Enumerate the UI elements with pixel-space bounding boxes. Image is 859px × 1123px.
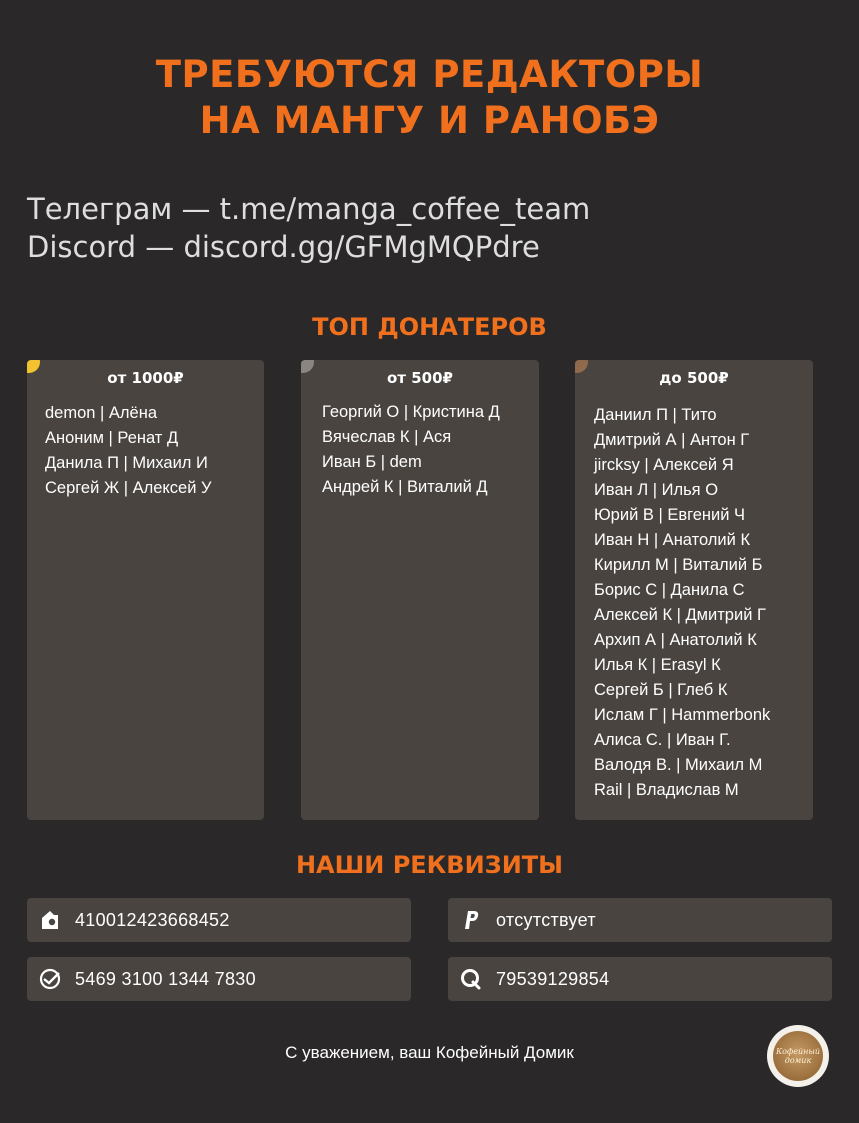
donor-row: jircksy | Алексей Я (594, 456, 734, 474)
donors-column-under-500 (575, 360, 813, 820)
footer-signature: С уважением, ваш Кофейный Домик (285, 1043, 574, 1062)
donor-row: Иван Б | dem (322, 453, 422, 471)
telegram-link[interactable]: Телеграм — t.me/manga_coffee_team (27, 192, 591, 226)
donor-row: Валодя В. | Михаил М (594, 756, 763, 774)
column-title: от 500₽ (387, 369, 453, 387)
qiwi-icon (460, 968, 482, 990)
requisite-value: 410012423668452 (75, 909, 230, 930)
donor-row: Андрей К | Виталий Д (322, 478, 488, 496)
donor-row: Данила П | Михаил И (45, 454, 208, 472)
donor-row: Архип А | Анатолий К (594, 631, 757, 649)
donor-row: Алексей К | Дмитрий Г (594, 606, 766, 624)
yoomoney-wallet-icon (39, 909, 61, 931)
donor-row: Ислам Г | Hammerbonk (594, 706, 771, 724)
requisite-sberbank[interactable] (27, 957, 411, 1001)
donor-row: demon | Алёна (45, 404, 158, 422)
donor-row: Георгий О | Кристина Д (322, 403, 500, 421)
donor-row: Сергей Ж | Алексей У (45, 479, 212, 497)
donor-row: Вячеслав К | Ася (322, 428, 452, 446)
donor-row: Илья К | Erasyl К (594, 656, 721, 674)
paypal-icon (460, 909, 482, 931)
donors-column-1000 (27, 360, 264, 820)
column-title: от 1000₽ (107, 369, 184, 387)
coffee-house-logo (767, 1025, 829, 1087)
donor-row: Алиса С. | Иван Г. (594, 731, 731, 749)
requisite-value: отсутствует (496, 909, 596, 930)
donors-column-500 (301, 360, 539, 820)
requisite-qiwi[interactable] (448, 957, 832, 1001)
sberbank-icon (39, 968, 61, 990)
donor-row: Сергей Б | Глеб К (594, 681, 728, 699)
donor-row: Юрий В | Евгений Ч (594, 506, 746, 524)
donor-row: Даниил П | Тито (594, 406, 717, 424)
title-line-1: ТРЕБУЮТСЯ РЕДАКТОРЫ (155, 53, 704, 96)
requisite-value: 79539129854 (496, 968, 610, 989)
contacts (27, 190, 590, 266)
donor-row: Дмитрий А | Антон Г (594, 431, 750, 449)
donor-row: Иван Л | Илья О (594, 481, 719, 499)
page-title (0, 52, 859, 144)
donor-row: Борис С | Данила С (594, 581, 745, 599)
logo-emblem: Кофейный домик (773, 1031, 823, 1081)
donor-row: Аноним | Ренат Д (45, 429, 179, 447)
title-line-2: НА МАНГУ И РАНОБЭ (199, 99, 660, 142)
donors-heading: ТОП ДОНАТЕРОВ (312, 313, 547, 341)
requisites-heading: НАШИ РЕКВИЗИТЫ (295, 851, 564, 879)
donor-row: Кирилл М | Виталий Б (594, 556, 763, 574)
requisite-yoomoney[interactable] (27, 898, 411, 942)
column-title: до 500₽ (659, 369, 729, 387)
requisite-paypal[interactable] (448, 898, 832, 942)
donor-row: Rail | Владислав М (594, 781, 739, 799)
discord-link[interactable]: Discord — discord.gg/GFMgMQPdre (27, 230, 540, 264)
donor-row: Иван Н | Анатолий К (594, 531, 751, 549)
requisite-value: 5469 3100 1344 7830 (75, 968, 256, 989)
